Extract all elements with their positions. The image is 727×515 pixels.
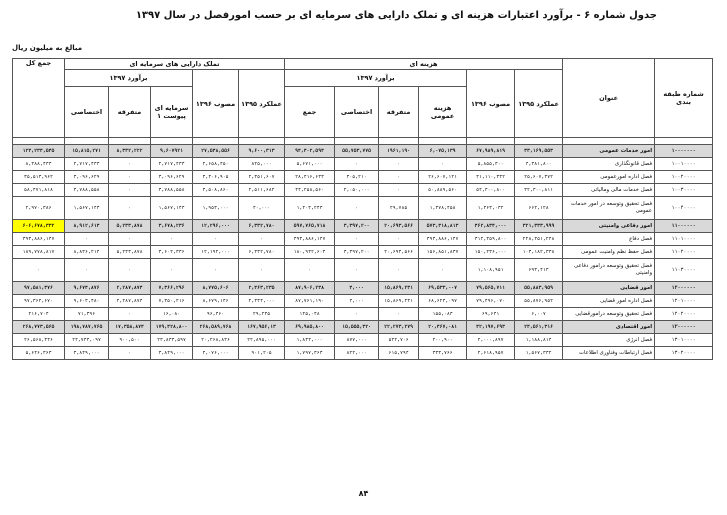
row-value: ۲۶,۶۰۷,۱۲۱ [419, 171, 467, 184]
row-value: ۸,۶۷۹,۱۴۶ [193, 295, 239, 308]
table-row [13, 246, 713, 259]
row-value: ۸۲۲,۰۰۰ [335, 347, 379, 360]
row-code: ۱۲۰۱۰۰۰۰ [655, 295, 713, 308]
spacer-cell [239, 138, 285, 145]
row-value: ۱۵۰,۲۳۶,۰۰۰ [467, 246, 515, 259]
row-value: ۹۷,۳۶۴,۶۷۰ [13, 295, 65, 308]
row-value: ۰ [65, 259, 109, 282]
row-value: ۶۹,۹۸۵,۸۰۰ [285, 321, 335, 334]
row-value: ۳,۶۷۸,۲۳۶ [151, 220, 193, 233]
table-row [13, 308, 713, 321]
row-value: ۱۹۸,۷۸۷,۷۶۵ [65, 321, 109, 334]
row-value: ۱,۸۳۴,۰۰۰ [285, 334, 335, 347]
spacer-cell [151, 138, 193, 145]
row-value: ۳,۴۰۶,۹۰۵ [193, 171, 239, 184]
row-value: ۰ [419, 158, 467, 171]
row-value: ۰ [109, 158, 151, 171]
page-number: ۸۴ [358, 489, 369, 498]
row-value: ۲۸,۴۱۶,۶۳۳ [285, 171, 335, 184]
row-code: ۱۰۰۱۰۰۰۰ [655, 158, 713, 171]
row-value: ۱۴۵,۰۴۸ [285, 308, 335, 321]
row-code: ۱۰۰۳۰۰۰۰ [655, 184, 713, 197]
row-value: ۲,۷۱۷,۴۳۳ [65, 158, 109, 171]
header-expense-misc: متفرقه [379, 87, 419, 138]
row-value: ۵۲۲,۷۰۶ [379, 334, 419, 347]
row-value: ۳۳۳,۷۶۶ [419, 347, 467, 360]
spacer-cell [419, 138, 467, 145]
row-value: ۲۰,۶۹۳,۵۶۶ [379, 246, 419, 259]
row-value: ۶۹,۵۳۳,۰۰۷ [419, 282, 467, 295]
row-value: ۱,۵۶۷,۳۳۲ [515, 347, 563, 360]
table-row [13, 282, 713, 295]
table-row [13, 158, 713, 171]
row-value: ۵۷۳,۳۱۸,۸۱۳ [419, 220, 467, 233]
row-value: ۲,۴۳۴,۰۰۰ [239, 295, 285, 308]
row-value: ۵۹۷,۷۶۵,۷۱۸ [285, 220, 335, 233]
row-title: فصل انرژی [563, 334, 655, 347]
row-value: ۵,۲۳۳,۸۷۸ [109, 220, 151, 233]
row-value: ۶,۳۳۲,۷۸۰ [239, 246, 285, 259]
row-value: ۷۱,۳۹۶ [65, 308, 109, 321]
row-value: ۱۵,۵۵۵,۳۲۰ [335, 321, 379, 334]
row-value: ۵,۶۴۶,۳۶۳ [13, 347, 65, 360]
row-title: فصل خدمات مالی ومالیاتی [563, 184, 655, 197]
spacer-cell [65, 138, 109, 145]
row-value: ۲۲,۸۹۵,۰۰۰ [239, 334, 285, 347]
row-value: ۳۹۳,۸۸۶,۱۴۷ [285, 233, 335, 246]
row-value: ۲۲,۲۷۳,۲۷۹ [379, 321, 419, 334]
row-value: ۸,۳۳۲,۲۲۲ [109, 145, 151, 158]
row-value: ۱۰۳,۱۸۲,۳۳۸ [515, 246, 563, 259]
row-value: ۲۹,۲۳۵ [239, 308, 285, 321]
row-value: ۹,۶۰۳,۴۸۰ [65, 295, 109, 308]
header-capital-estimate-97: برآورد ۱۳۹۷ [65, 70, 193, 87]
row-title: فصل قانونگذاری [563, 158, 655, 171]
row-value: ۵۵,۸۸۳,۹۵۹ [515, 282, 563, 295]
row-value: ۶۶۲,۱۲۸ [515, 197, 563, 220]
header-expense-actual-95: عملکرد ۱۳۹۵ [515, 70, 563, 138]
row-value: ۰ [335, 233, 379, 246]
row-value: ۰ [379, 233, 419, 246]
row-value: ۲,۹۷۰,۳۸۶ [13, 197, 65, 220]
row-value: ۰ [193, 233, 239, 246]
header-capital-approved-96: مصوب ۱۳۹۶ [193, 70, 239, 138]
row-value: ۲۰,۶۹۳,۵۶۶ [379, 220, 419, 233]
row-value: ۰ [379, 259, 419, 282]
header-expense-sum: جمع [285, 87, 335, 138]
row-value: ۸۷۷,۰۰۰ [335, 334, 379, 347]
row-value: ۹۰۱,۲۰۵ [239, 347, 285, 360]
row-value: ۰ [379, 184, 419, 197]
row-code: ۱۳۰۲۰۰۰۰ [655, 347, 713, 360]
row-value: ۰ [379, 158, 419, 171]
row-value: ۲۰۰,۹۰۰ [419, 334, 467, 347]
row-value: ۵,۸۵۵,۳۰۰ [467, 158, 515, 171]
row-value: ۹۶,۴۶۰ [193, 308, 239, 321]
row-value: ۵۸,۴۷۱,۸۱۸ [13, 184, 65, 197]
row-value: ۰ [379, 308, 419, 321]
row-value: ۳۱,۱۱۰,۳۳۲ [467, 171, 515, 184]
row-value: ۲,۷۱۷,۴۳۳ [151, 158, 193, 171]
row-value: ۴,۰۰۰ [335, 282, 379, 295]
row-value: ۴,۰۰۰ [335, 295, 379, 308]
row-value: ۳۳,۱۶۹,۵۵۳ [515, 145, 563, 158]
row-title: فصل اداره امور قضایی [563, 295, 655, 308]
row-value: ۳,۳۹۷,۲۰۰ [335, 246, 379, 259]
row-value: ۳,۶۰۲,۳۳۶ [151, 246, 193, 259]
units-note: مبالغ به میلیون ریال [12, 44, 83, 52]
row-value: ۲۵,۶۰۷,۳۷۲ [515, 171, 563, 184]
row-title: امور دفاعی وامنیتی [563, 220, 655, 233]
row-code: ۱۲۰۰۰۰۰۰ [655, 282, 713, 295]
row-value: ۱۵۵,۰۸۳ [419, 308, 467, 321]
row-code: ۱۳۰۱۰۰۰۰ [655, 334, 713, 347]
row-code: ۱۱۰۰۰۰۰۰ [655, 220, 713, 233]
row-value: ۳,۷۸۸,۵۵۸ [151, 184, 193, 197]
row-value: ۰ [239, 233, 285, 246]
row-value: ۹,۶۰۰,۳۱۳ [239, 145, 285, 158]
row-value: ۴۰,۰۰۰ [239, 197, 285, 220]
header-expense-special: اختصاصی [335, 87, 379, 138]
row-value: ۲,۲۸۷,۸۷۴ [109, 295, 151, 308]
row-value: ۸۲۵,۰۰۰ [239, 158, 285, 171]
row-title: امور خدمات عمومی [563, 145, 655, 158]
row-value: ۱۶,۰۸۰ [151, 308, 193, 321]
row-value: ۳,۰۹۶,۶۲۹ [65, 171, 109, 184]
header-code: شماره طبقه بندی [655, 59, 713, 138]
row-value: ۲۱۶,۷۰۴ [13, 308, 65, 321]
table-row [13, 259, 713, 282]
row-value: ۷,۳۶۶,۲۹۶ [151, 282, 193, 295]
row-code: ۱۱۰۳۰۰۰۰ [655, 259, 713, 282]
row-value: ۸,۸۳۶,۲۱۴ [65, 246, 109, 259]
row-value: ۶۹۳,۴۱۳ [515, 259, 563, 282]
row-value: ۱۵۶,۸۵۱,۸۳۷ [419, 246, 467, 259]
row-value: ۳۵,۵۱۳,۹۶۲ [13, 171, 65, 184]
row-value: ۰ [193, 259, 239, 282]
row-value: ۶۱۵,۷۹۴ [379, 347, 419, 360]
row-value: ۹,۶۷۴,۸۷۶ [65, 282, 109, 295]
row-title: فصل ارتباطات وفناوری اطلاعات [563, 347, 655, 360]
table-row [13, 197, 713, 220]
row-value: ۰ [151, 233, 193, 246]
row-value: ۶,۰۰۷ [515, 308, 563, 321]
row-code: ۱۰۰۴۰۰۰۰ [655, 197, 713, 220]
row-value: ۳۲۱,۳۳۳,۹۹۹ [515, 220, 563, 233]
row-value: ۱۲,۱۹۲,۰۰۰ [193, 246, 239, 259]
row-value: ۷,۳۵۰,۲۱۶ [151, 295, 193, 308]
spacer-cell [285, 138, 335, 145]
row-value: ۰ [335, 259, 379, 282]
row-value: ۱,۴۰۳,۲۴۳ [285, 197, 335, 220]
row-value: ۸,۷۷۵,۶۰۶ [193, 282, 239, 295]
row-value: ۲,۳۵۱,۶۰۷ [239, 171, 285, 184]
row-value: ۱۹۶۱,۱۹۰ [379, 145, 419, 158]
row-code: ۱۲۰۲۰۰۰۰ [655, 308, 713, 321]
row-value: ۳۱۲,۳۵۹,۸۰۰ [467, 233, 515, 246]
budget-table [12, 58, 713, 360]
header-capital-actual-95: عملکرد ۱۳۹۵ [239, 70, 285, 138]
row-value: ۲,۲۸۷,۸۷۴ [109, 282, 151, 295]
row-value: ۶۸,۶۲۴,۰۹۷ [419, 295, 467, 308]
row-value: ۵۰,۸۸۹,۵۶۰ [419, 184, 467, 197]
row-value: ۹,۶۰۷۹۲۱ [151, 145, 193, 158]
row-value: ۹۰۰,۵۰۰ [109, 334, 151, 347]
row-value: ۵۴,۳۰۰,۸۰۰ [467, 184, 515, 197]
spacer-cell [467, 138, 515, 145]
spacer-cell [379, 138, 419, 145]
row-value: ۲,۶۵۸,۴۵۰ [193, 158, 239, 171]
row-title: فصل اداره امورعمومی [563, 171, 655, 184]
row-value: ۵۵,۷۵۳,۷۷۵ [335, 145, 379, 158]
header-capital-misc: متفرقه [109, 87, 151, 138]
row-value: ۰ [109, 171, 151, 184]
header-capital-group: تملک دارایی های سرمایه ای [65, 59, 285, 70]
header-expense-estimate-97: برآورد ۱۳۹۷ [285, 70, 467, 87]
row-value: ۱۶۷,۹۵۶,۱۳ [239, 321, 285, 334]
row-value: ۴۴,۲۵۸,۵۶۰ [285, 184, 335, 197]
row-value: ۲,۰۵۰,۰۰۰ [335, 184, 379, 197]
table-row [13, 321, 713, 334]
row-value: ۶۷,۹۸۹,۸۱۹ [467, 145, 515, 158]
row-value: ۶,۳۳۲,۷۸۰ [239, 220, 285, 233]
row-value: ۲۶,۵۶۸,۳۴۶ [13, 334, 65, 347]
row-value: ۰ [109, 347, 151, 360]
row-value: ۱۲۴,۲۳۴,۵۴۵ [13, 145, 65, 158]
table-row [13, 184, 713, 197]
row-value: ۳,۸۴۹,۰۰۰ [151, 347, 193, 360]
table-row [13, 145, 713, 158]
row-value: ۳,۸۴۹,۰۰۰ [65, 347, 109, 360]
row-value: ۰ [419, 259, 467, 282]
row-value: ۷۹,۵۶۵,۷۱۱ [467, 282, 515, 295]
row-value: ۰ [109, 259, 151, 282]
row-code: ۱۱۰۱۰۰۰۰ [655, 233, 713, 246]
row-value: ۱۷,۳۵۸,۸۷۴ [109, 321, 151, 334]
row-value: ۰ [151, 259, 193, 282]
spacer-cell [109, 138, 151, 145]
header-capital-annex: سرمایه ای پیوست ۱ [151, 87, 193, 138]
spacer-cell [563, 138, 655, 145]
row-value: ۲,۴۶۳,۲۳۵ [239, 282, 285, 295]
header-title: عنوان [563, 59, 655, 138]
row-value: ۱,۵۶۷,۱۴۳ [65, 197, 109, 220]
row-code: ۱۰۰۰۰۰۰۰ [655, 145, 713, 158]
spacer-row [13, 138, 713, 145]
row-value: ۷۹,۴۹۶,۰۷۰ [467, 295, 515, 308]
row-value: ۲۰,۲۶۸,۸۳۶ [193, 334, 239, 347]
row-value: ۱,۳۷۸,۴۵۸ [419, 197, 467, 220]
row-value: ۳۰۵,۲۱۰ [335, 171, 379, 184]
row-value: ۳,۷۸۸,۵۵۸ [65, 184, 109, 197]
row-value: ۱۲,۲۹۶,۰۰۰ [193, 220, 239, 233]
row-value: ۱۷۹,۴۲۸,۸۰۰ [151, 321, 193, 334]
row-value: ۲,۶۱۸,۹۵۷ [467, 347, 515, 360]
row-value: ۵۵,۸۷۶,۹۵۲ [515, 295, 563, 308]
document-title: جدول شماره ۶ - برآورد اعتبارات هزینه ای و تملک دارایی های سرمایه ای بر حسب امورفصل در سال ۱۳۹۷ [135, 10, 657, 21]
row-value: ۰ [379, 171, 419, 184]
row-title: فصل حفظ نظم وامنیت عمومی [563, 246, 655, 259]
row-value: ۰ [13, 259, 65, 282]
row-value: ۰ [109, 184, 151, 197]
row-value: ۱۵,۸۶۹,۲۳۱ [379, 295, 419, 308]
header-total: جمع کل [13, 59, 65, 138]
row-value: ۸,۹۱۲,۶۱۴ [65, 220, 109, 233]
spacer-cell [335, 138, 379, 145]
row-value: ۲,۰۰۰,۸۹۷ [467, 334, 515, 347]
row-value: ۰ [65, 233, 109, 246]
row-value: ۶۹,۶۴۱ [467, 308, 515, 321]
header-expense-general: هزینه عمومی [419, 87, 467, 138]
row-value: ۸۷,۹۰۶,۲۳۸ [285, 282, 335, 295]
row-value: ۲۶۸,۵۸۹,۷۶۸ [193, 321, 239, 334]
row-value: ۰ [285, 259, 335, 282]
table-row [13, 347, 713, 360]
row-title: امور قضایی [563, 282, 655, 295]
row-value: ۱۸۹,۷۷۸,۸۱۷ [13, 246, 65, 259]
row-value: ۰ [239, 259, 285, 282]
row-value: ۲۴,۷۳۴,۰۹۷ [65, 334, 109, 347]
row-value: ۶,۰۷۵,۱۳۹ [419, 145, 467, 158]
row-value: ۱,۹۵۳,۰۰۰ [193, 197, 239, 220]
row-value: ۲۰,۴۶۷,۰۸۱ [419, 321, 467, 334]
table-row [13, 334, 713, 347]
row-value: ۹۴,۴۰۲,۵۹۴ [285, 145, 335, 158]
row-value: ۲۹,۷۸۵ [379, 197, 419, 220]
row-value: ۳,۵۰۸,۸۶۰ [193, 184, 239, 197]
row-value: ۱۵,۸۱۵,۲۷۱ [65, 145, 109, 158]
row-value: ۰ [109, 308, 151, 321]
row-value: ۴,۰۷۶,۰۰۰ [193, 347, 239, 360]
row-value: ۰ [109, 197, 151, 220]
row-value: ۰ [335, 308, 379, 321]
header-expense-group: هزینه ای [285, 59, 563, 70]
row-value: ۱,۴۶۳,۰۳۲ [467, 197, 515, 220]
row-value: ۲۲۸,۴۵۱,۲۴۸ [515, 233, 563, 246]
row-value: ۲۳,۸۳۳,۵۹۷ [151, 334, 193, 347]
row-code: ۱۰۰۲۰۰۰۰ [655, 171, 713, 184]
spacer-cell [655, 138, 713, 145]
row-value: ۴۶۲,۸۳۴,۰۰۰ [467, 220, 515, 233]
row-value: ۱۸۰,۹۴۲,۶۰۳ [285, 246, 335, 259]
table-row [13, 233, 713, 246]
row-value: ۰ [335, 158, 379, 171]
row-title: فصل تحقیق وتوسعه درامورقضایی [563, 308, 655, 321]
header-capital-special: اختصاصی [65, 87, 109, 138]
row-value: ۰ [335, 197, 379, 220]
row-value: ۳,۳۹۷,۲۰۰ [335, 220, 379, 233]
row-value: ۱,۱۸۸,۸۱۴ [515, 334, 563, 347]
row-value: ۶۰۶,۶۷۸,۳۳۲ [13, 220, 65, 233]
row-value: ۹۷,۵۸۱,۳۷۶ [13, 282, 65, 295]
row-value: ۱۵,۸۶۹,۲۳۱ [379, 282, 419, 295]
row-value: ۲۴,۵۶۱,۳۱۶ [515, 321, 563, 334]
header-expense-approved-96: مصوب ۱۳۹۶ [467, 70, 515, 138]
row-value: ۱,۱۰۸,۹۵۱ [467, 259, 515, 282]
row-value: ۰ [109, 233, 151, 246]
spacer-cell [193, 138, 239, 145]
row-value: ۴۲,۱۹۷,۶۹۳ [467, 321, 515, 334]
row-value: ۸۷,۷۶۱,۱۹۰ [285, 295, 335, 308]
row-value: ۵,۶۷۱,۰۰۰ [285, 158, 335, 171]
table-row [13, 295, 713, 308]
table-body [13, 138, 713, 360]
row-value: ۳۲,۳۰۰,۸۱۱ [515, 184, 563, 197]
row-value: ۳,۰۹۶,۶۲۹ [151, 171, 193, 184]
table-row [13, 171, 713, 184]
row-title: امور اقتصادی [563, 321, 655, 334]
row-value: ۲,۵۱۱,۶۸۲ [239, 184, 285, 197]
row-value: ۱,۷۹۷,۳۶۳ [285, 347, 335, 360]
spacer-cell [515, 138, 563, 145]
row-code: ۱۱۰۲۰۰۰۰ [655, 246, 713, 259]
row-value: ۳۹۳,۸۸۶,۱۴۷ [13, 233, 65, 246]
row-code: ۱۳۰۰۰۰۰۰ [655, 321, 713, 334]
row-value: ۱,۵۶۷,۱۴۳ [151, 197, 193, 220]
row-value: ۴,۳۸۱,۸۰۰ [515, 158, 563, 171]
row-value: ۲۷,۵۴۸,۵۵۶ [193, 145, 239, 158]
row-value: ۵,۲۳۳,۸۷۸ [109, 246, 151, 259]
row-title: فصل دفاع [563, 233, 655, 246]
row-title: فصل تحقیق وتوسعه در امور خدمات عمومی [563, 197, 655, 220]
row-value: ۲۶۸,۷۷۳,۵۶۵ [13, 321, 65, 334]
table-row [13, 220, 713, 233]
row-title: فصل تحقیق وتوسعه درامور دفاعی وامنیتی [563, 259, 655, 282]
row-value: ۳۹۳,۸۸۶,۱۴۷ [419, 233, 467, 246]
row-value: ۸,۳۸۸,۴۳۳ [13, 158, 65, 171]
spacer-cell [13, 138, 65, 145]
